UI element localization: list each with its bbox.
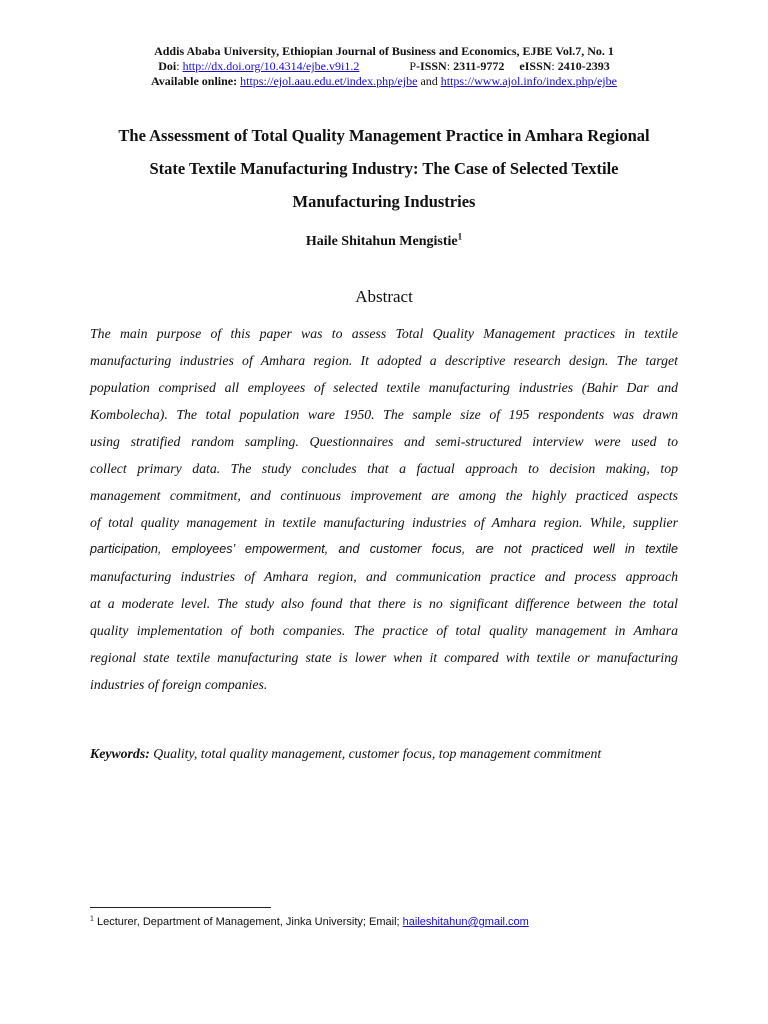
ajol-link[interactable]: https://www.ajol.info/index.php/ejbe [440,74,617,88]
author-footnote-mark: 1 [457,231,463,242]
available-label: Available online: [151,74,238,88]
abstract-heading: Abstract [355,287,413,306]
abstract-line: manufacturing industries of Amhara region. It adopted a descriptive research design. The target [90,353,678,368]
footnote [90,915,690,929]
abstract-body [90,320,678,698]
and-text: and [420,74,438,88]
pissn-label: -ISSN [416,59,447,73]
ejol-link[interactable]: https://ejol.aau.edu.et/index.php/ejbe [240,74,418,88]
abstract-line: using stratified random sampling. Questionnaires and semi-structured interview were used to [90,434,678,449]
availability-line [0,74,768,89]
journal-header [0,44,768,89]
abstract-line: at a moderate level. The study also found that there is no significant difference between the total [90,596,678,611]
footnote-divider [90,907,271,908]
abstract-line: Kombolecha). The total population ware 1950. The sample size of 195 respondents was drawn [90,407,678,422]
abstract-line: collect primary data. The study concludes that a factual approach to decision making, top [90,461,678,476]
doi-label: Doi [158,59,177,73]
title-line: The Assessment of Total Quality Management Practice in Amhara Regional [118,126,650,145]
abstract-line: The main purpose of this paper was to assess Total Quality Management practices in textile [90,326,678,341]
abstract-line: population comprised all employees of selected textile manufacturing industries (Bahir Dar and [90,380,678,395]
title-line: Manufacturing Industries [292,192,476,211]
abstract-line: of total quality management in textile manufacturing industries of Amhara region. While, supplier [90,515,678,530]
abstract-line: participation, employees’ empowerment, and customer focus, are not practiced well in textile [90,542,678,556]
author-line [0,231,768,250]
keywords-line [90,746,690,762]
keywords-text: Quality, total quality management, customer focus, top management commitment [153,746,602,761]
title-line: State Textile Manufacturing Industry: The Case of Selected Textile [149,159,619,178]
eissn-label: eISSN [519,59,552,73]
eissn-value: 2410-2393 [557,59,610,73]
footnote-text: Lecturer, Department of Management, Jinka University; Email; [96,916,400,928]
abstract-line: regional state textile manufacturing state is lower when it compared with textile or manufacturing [90,650,678,665]
abstract-line: management commitment, and continuous improvement are among the highly practiced aspects [90,488,678,503]
abstract-line: quality implementation of both companies. The practice of total quality management in Amhara [90,623,678,638]
abstract-line: manufacturing industries of Amhara region, and communication practice and process approach [90,569,678,584]
author-name: Haile Shitahun Mengistie [305,234,458,249]
abstract-line: industries of foreign companies. [90,677,268,692]
pissn-prefix: P [409,59,417,73]
journal-citation: Addis Ababa University, Ethiopian Journal of Business and Economics, EJBE Vol.7, No. 1 [154,44,614,58]
keywords-label: Keywords: [90,746,150,761]
doi-issn-line: Doi: http://dx.doi.org/10.4314/ejbe.v9i1.2 P-ISSN: 2311-9772 eISSN: 2410-2393 [158,59,610,73]
doi-link[interactable]: http://dx.doi.org/10.4314/ejbe.v9i1.2 [182,59,360,73]
footnote-mark: 1 [90,915,94,923]
author-email-link[interactable]: haileshitahun@gmail.com [402,916,529,928]
pissn-value: 2311-9772 [453,59,505,73]
paper-title [60,119,708,218]
